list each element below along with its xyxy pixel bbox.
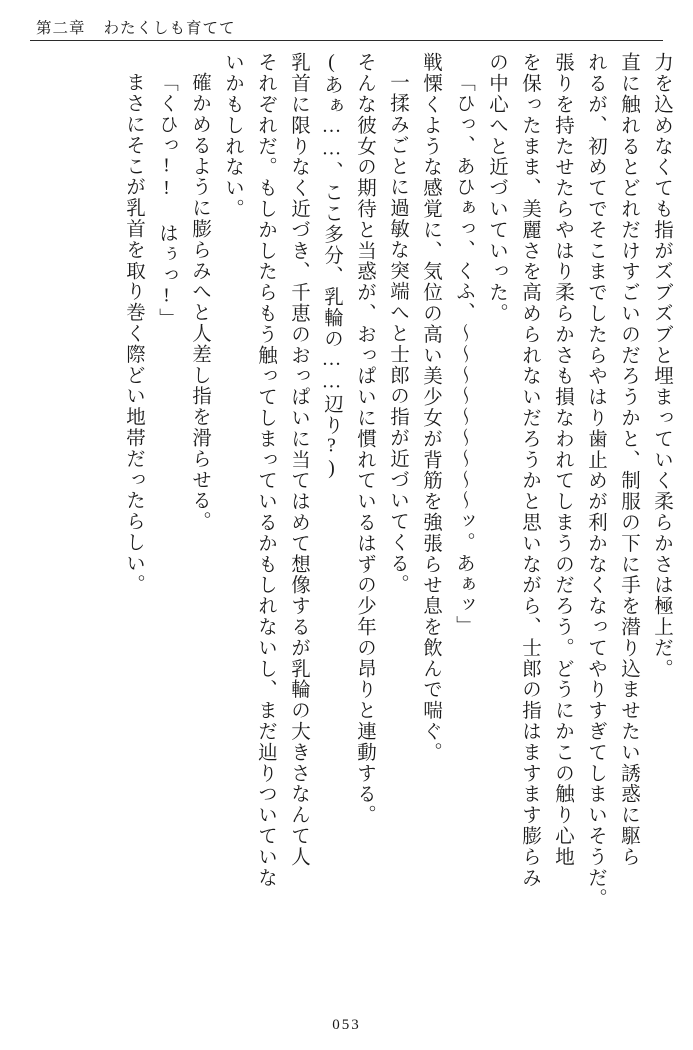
text-column: 乳首に限りなく近づき、千恵のおっぱいに当てはめて想像するが乳輪の大きさなんて人 <box>288 52 309 868</box>
vertical-text-body <box>28 52 671 1007</box>
text-column: 「ひっ、あひぁっ、くふ、～～～～～～～～～ッ。あぁッ」 <box>453 72 474 637</box>
text-column: まさにそこが乳首を取り巻く際どい地帯だったらしい。 <box>123 72 144 595</box>
chapter-title: わたくしも育てて <box>103 20 236 37</box>
text-column: 「くひっ!! はぅっ!」 <box>156 72 177 329</box>
page-number: 053 <box>332 1017 361 1033</box>
text-column: 直に触れるとどれだけすごいのだろうかと、制服の下に手を潜り込ませたい誘惑に駆ら <box>618 52 639 868</box>
text-column: いかもしれない。 <box>222 52 243 220</box>
text-column: を保ったまま、美麗さを高められないだろうかと思いながら、士郎の指はますます膨らみ <box>519 52 540 888</box>
text-column: 張りを持たせたらやはり柔らかさも損なわれてしまうのだろう。どうにかこの触り心地 <box>552 52 573 868</box>
page-header <box>36 12 657 42</box>
text-column: (あぁ……、ここ多分、乳輪の……辺り?) <box>321 52 342 481</box>
text-column: れるが、初めてでそこまでしたらやはり歯止めが利かなくなってやりすぎてしまいそうだ。 <box>585 52 606 909</box>
text-column: それぞれだ。もしかしたらもう触ってしまっているかもしれないし、まだ辿りついていな <box>255 52 276 888</box>
text-column: 確かめるように膨らみへと人差し指を滑らせる。 <box>189 72 210 532</box>
text-column: の中心へと近づいていった。 <box>486 52 507 324</box>
text-column: 戦慄くような感覚に、気位の高い美少女が背筋を強張らせ息を飲んで喘ぐ。 <box>420 52 441 763</box>
text-column: 力を込めなくても指がズブズブと埋まっていく柔らかさは極上だ。 <box>651 52 672 679</box>
chapter-number: 第二章 <box>36 20 86 37</box>
text-column: そんな彼女の期待と当惑が、おっぱいに慣れているはずの少年の昂りと連動する。 <box>354 52 375 826</box>
header-divider <box>30 40 663 41</box>
text-column: 一揉みごとに過敏な突端へと士郎の指が近づいてくる。 <box>387 72 408 595</box>
